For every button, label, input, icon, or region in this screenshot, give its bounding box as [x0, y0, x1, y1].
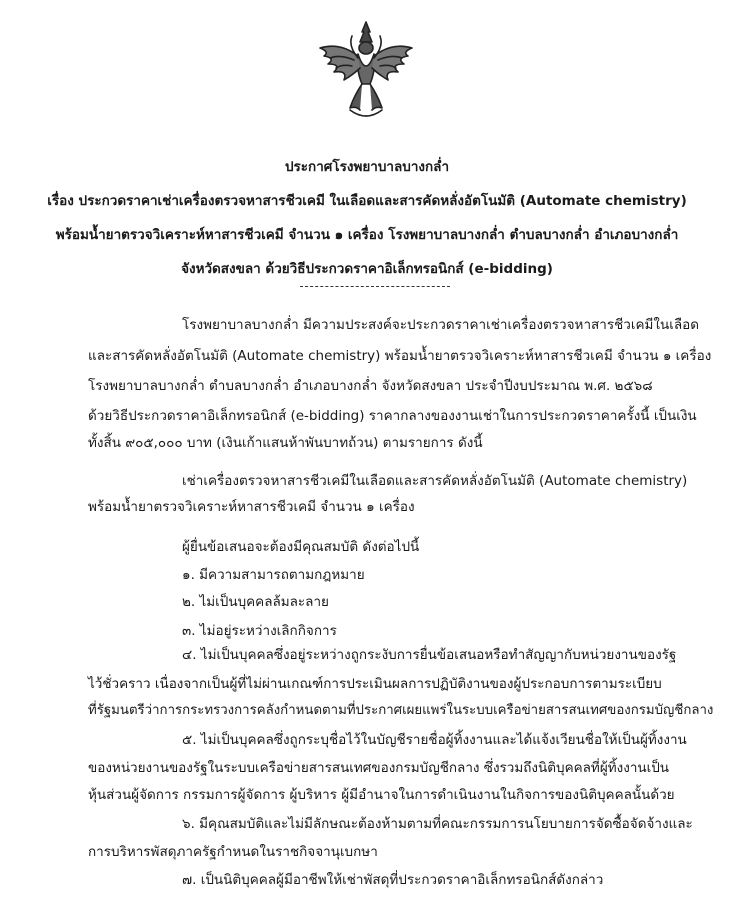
intro-line: โรงพยาบาลบางกล่ำ ตำบลบางกล่ำ อำเภอบางกล่ำ จังหวัดสงขลา ประจำปีงบประมาณ พ.ศ. ๒๕๖๘	[88, 378, 653, 394]
intro-line: โรงพยาบาลบางกล่ำ มีความประสงค์จะประกวดราคาเช่าเครื่องตรวจหาสารชีวเคมีในเลือด	[182, 317, 699, 333]
garuda-emblem-icon	[310, 18, 422, 126]
qualification-line: ๗. เป็นนิติบุคคลผู้มีอาชีพให้เช่าพัสดุที่ประกวดราคาอิเล็กทรอนิกส์ดังกล่าว	[182, 872, 604, 888]
title-line: พร้อมน้ำยาตรวจวิเคราะห์หาสารชีวเคมี จำนวน ๑ เครื่อง โรงพยาบาลบางกล่ำ ตำบลบางกล่ำ อำเภอบางกล่ำ	[55, 227, 679, 243]
qualification-line: ของหน่วยงานของรัฐในระบบเครือข่ายสารสนเทศของกรมบัญชีกลาง ซึ่งรวมถึงนิติบุคคลที่ผู้ทิ้งงานเป็น	[88, 760, 670, 776]
qualification-line: ๑. มีความสามารถตามกฎหมาย	[182, 567, 365, 583]
announcement-title	[40, 150, 694, 286]
title-line: จังหวัดสงขลา ด้วยวิธีประกวดราคาอิเล็กทรอนิกส์ (e-bidding)	[181, 261, 553, 277]
qualifications-heading: ผู้ยื่นข้อเสนอจะต้องมีคุณสมบัติ ดังต่อไปนี้	[182, 539, 420, 555]
qualification-line: ๔. ไม่เป็นบุคคลซึ่งอยู่ระหว่างถูกระงับการยื่นข้อเสนอหรือทำสัญญากับหน่วยงานของรัฐ	[182, 647, 677, 663]
qualification-line: ที่รัฐมนตรีว่าการกระทรวงการคลังกำหนดตามที่ประกาศเผยแพร่ในระบบเครือข่ายสารสนเทศของกรมบัญชีกลาง	[88, 703, 714, 718]
qualification-line: ๕. ไม่เป็นบุคคลซึ่งถูกระบุชื่อไว้ในบัญชีรายชื่อผู้ทิ้งงานและได้แจ้งเวียนชื่อให้เป็นผู้ทิ้งงาน	[182, 732, 687, 748]
qualification-line: ไว้ชั่วคราว เนื่องจากเป็นผู้ที่ไม่ผ่านเกณฑ์การประเมินผลการปฏิบัติงานของผู้ประกอบการตามระเบียบ	[88, 676, 662, 692]
title-line: เรื่อง ประกวดราคาเช่าเครื่องตรวจหาสารชีวเคมี ในเลือดและสารคัดหลั่งอัตโนมัติ (Automate chemistry)	[47, 193, 687, 209]
intro-line: และสารคัดหลั่งอัตโนมัติ (Automate chemistry) พร้อมน้ำยาตรวจวิเคราะห์หาสารชีวเคมี จำนวน ๑ เครื่อง	[88, 348, 712, 364]
qualification-line: ๒. ไม่เป็นบุคคลล้มละลาย	[182, 594, 329, 610]
item-line: เช่าเครื่องตรวจหาสารชีวเคมีในเลือดและสารคัดหลั่งอัตโนมัติ (Automate chemistry)	[182, 473, 688, 489]
intro-line: ทั้งสิ้น ๙๐๕,๐๐๐ บาท (เงินเก้าแสนห้าพันบาทถ้วน) ตามรายการ ดังนี้	[88, 435, 483, 451]
title-line: ประกาศโรงพยาบาลบางกล่ำ	[284, 159, 450, 175]
qualification-line: ๖. มีคุณสมบัติและไม่มีลักษณะต้องห้ามตามที่คณะกรรมการนโยบายการจัดซื้อจัดจ้างและ	[182, 816, 693, 832]
qualification-line: การบริหารพัสดุภาครัฐกำหนดในราชกิจจานุเบกษา	[88, 844, 378, 860]
item-line: พร้อมน้ำยาตรวจวิเคราะห์หาสารชีวเคมี จำนวน ๑ เครื่อง	[88, 499, 415, 515]
separator-line	[300, 286, 450, 287]
qualification-line: หุ้นส่วนผู้จัดการ กรรมการผู้จัดการ ผู้บริหาร ผู้มีอำนาจในการดำเนินงานในกิจการของนิติบุคคลนั้นด้วย	[88, 787, 675, 803]
intro-line: ด้วยวิธีประกวดราคาอิเล็กทรอนิกส์ (e-bidding) ราคากลางของงานเช่าในการประกวดราคาครั้งนี้ เป็นเงิน	[88, 408, 697, 424]
qualification-line: ๓. ไม่อยู่ระหว่างเลิกกิจการ	[182, 623, 337, 639]
